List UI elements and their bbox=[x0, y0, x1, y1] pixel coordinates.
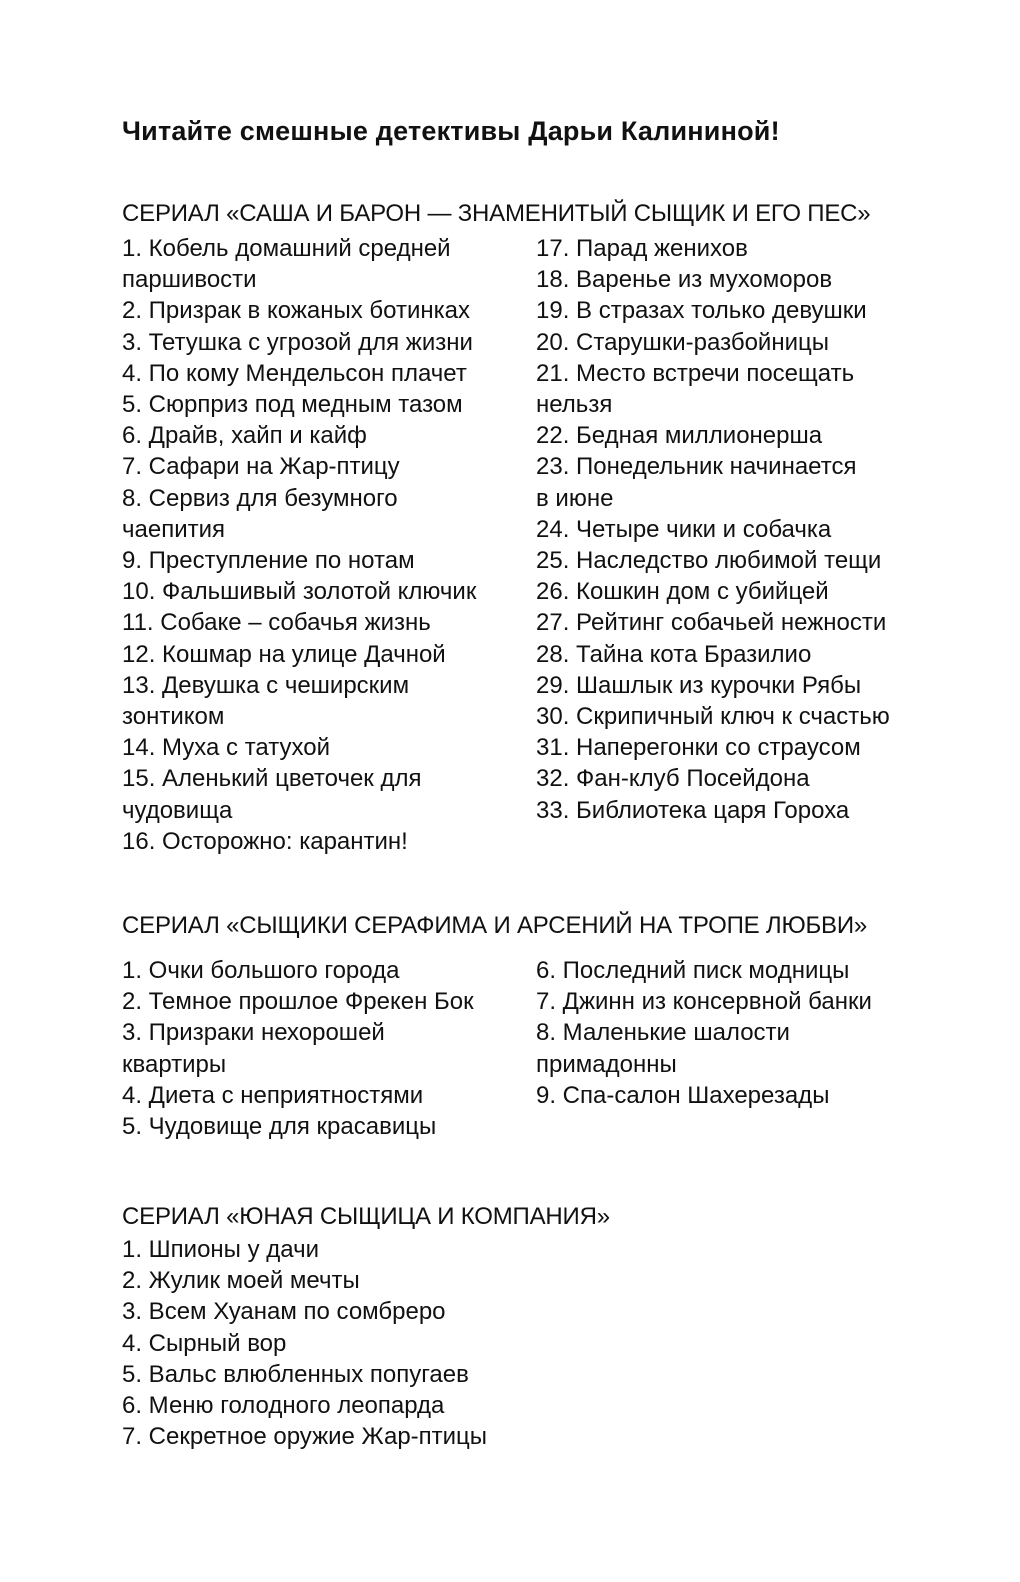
book-title-line: паршивости bbox=[122, 266, 257, 294]
book-title-line: 1. Очки большого города bbox=[122, 957, 400, 984]
book-title-line: зонтиком bbox=[122, 703, 225, 731]
book-title-line: 2. Жулик моей мечты bbox=[122, 1267, 360, 1295]
series-sasha-baron-right-column bbox=[536, 233, 956, 826]
book-title-line: 8. Маленькие шалости bbox=[536, 1019, 790, 1047]
book-title-line: чудовища bbox=[122, 796, 233, 824]
book-title-line: 18. Варенье из мухоморов bbox=[536, 266, 833, 294]
book-title-line: 7. Сафари на Жар-птицу bbox=[122, 453, 400, 481]
book-title-line: 7. Джинн из консервной банки bbox=[536, 988, 872, 1016]
book-title-line: квартиры bbox=[122, 1050, 227, 1078]
book-title-line: 24. Четыре чики и собачка bbox=[536, 515, 832, 543]
book-title-line: 1. Кобель домашний средней bbox=[122, 235, 451, 262]
series-title-young-detective: СЕРИАЛ «ЮНАЯ СЫЩИЦА И КОМПАНИЯ» bbox=[122, 1203, 610, 1230]
book-title-line: 19. В стразах только девушки bbox=[536, 297, 867, 325]
series-title-serafima-arseniy: СЕРИАЛ «СЫЩИКИ СЕРАФИМА И АРСЕНИЙ НА ТРОПЕ ЛЮБВИ» bbox=[122, 912, 868, 939]
book-title-line: 25. Наследство любимой тещи bbox=[536, 547, 882, 575]
book-title-line: 3. Тетушка с угрозой для жизни bbox=[122, 328, 473, 356]
book-title-line: 30. Скрипичный ключ к счастью bbox=[536, 703, 890, 731]
book-title-line: 29. Шашлык из курочки Рябы bbox=[536, 671, 862, 699]
book-title-line: в июне bbox=[536, 484, 614, 512]
book-title-line: 31. Наперегонки со страусом bbox=[536, 734, 861, 762]
book-title-line: 6. Меню голодного леопарда bbox=[122, 1392, 445, 1420]
book-title-line: 16. Осторожно: карантин! bbox=[122, 827, 408, 855]
series-title-sasha-baron: СЕРИАЛ «САША И БАРОН — ЗНАМЕНИТЫЙ СЫЩИК И ЕГО ПЕС» bbox=[122, 200, 871, 227]
series-young-detective-column bbox=[122, 1234, 622, 1452]
book-title-line: нельзя bbox=[536, 391, 613, 419]
series-sasha-baron-left-column bbox=[122, 233, 512, 857]
book-title-line: 6. Последний писк модницы bbox=[536, 957, 850, 984]
book-title-line: 5. Сюрприз под медным тазом bbox=[122, 391, 463, 419]
book-title-line: 6. Драйв, хайп и кайф bbox=[122, 422, 367, 450]
book-title-line: 12. Кошмар на улице Дачной bbox=[122, 640, 446, 668]
page-headline: Читайте смешные детективы Дарьи Калининой! bbox=[122, 116, 780, 146]
book-title-line: 26. Кошкин дом с убийцей bbox=[536, 578, 829, 606]
book-title-line: 17. Парад женихов bbox=[536, 235, 748, 262]
book-title-line: 3. Призраки нехорошей bbox=[122, 1019, 385, 1047]
book-title-line: 11. Собаке – собачья жизнь bbox=[122, 609, 431, 637]
book-title-line: 4. Сырный вор bbox=[122, 1329, 287, 1357]
book-title-line: 5. Чудовище для красавицы bbox=[122, 1113, 437, 1141]
book-title-line: 5. Вальс влюбленных попугаев bbox=[122, 1360, 469, 1388]
book-title-line: 20. Старушки-разбойницы bbox=[536, 328, 829, 356]
book-title-line: 15. Аленький цветочек для bbox=[122, 765, 422, 793]
book-title-line: 9. Спа-салон Шахерезады bbox=[536, 1081, 830, 1109]
book-title-line: 1. Шпионы у дачи bbox=[122, 1236, 320, 1263]
book-title-line: 28. Тайна кота Бразилио bbox=[536, 640, 812, 668]
series-serafima-arseniy-right-column bbox=[536, 955, 956, 1111]
book-title-line: 22. Бедная миллионерша bbox=[536, 422, 823, 450]
book-title-line: 13. Девушка с чеширским bbox=[122, 671, 410, 699]
series-serafima-arseniy-left-column bbox=[122, 955, 512, 1142]
book-title-line: 23. Понедельник начинается bbox=[536, 453, 857, 481]
book-title-line: 9. Преступление по нотам bbox=[122, 547, 415, 575]
book-title-line: примадонны bbox=[536, 1050, 677, 1078]
book-title-line: 10. Фальшивый золотой ключик bbox=[122, 578, 477, 606]
book-title-line: 21. Место встречи посещать bbox=[536, 359, 855, 387]
book-title-line: 33. Библиотека царя Гороха bbox=[536, 796, 850, 824]
book-title-line: 27. Рейтинг собачьей нежности bbox=[536, 609, 887, 637]
book-title-line: 14. Муха с татухой bbox=[122, 734, 330, 762]
book-title-line: 32. Фан-клуб Посейдона bbox=[536, 765, 810, 793]
book-title-line: 8. Сервиз для безумного bbox=[122, 484, 398, 512]
book-title-line: 2. Темное прошлое Фрекен Бок bbox=[122, 988, 474, 1016]
book-title-line: 7. Секретное оружие Жар-птицы bbox=[122, 1423, 488, 1451]
book-title-line: 4. По кому Мендельсон плачет bbox=[122, 359, 467, 387]
book-title-line: чаепития bbox=[122, 515, 225, 543]
book-title-line: 4. Диета с неприятностями bbox=[122, 1081, 424, 1109]
book-title-line: 2. Призрак в кожаных ботинках bbox=[122, 297, 470, 325]
book-title-line: 3. Всем Хуанам по сомбреро bbox=[122, 1298, 446, 1326]
